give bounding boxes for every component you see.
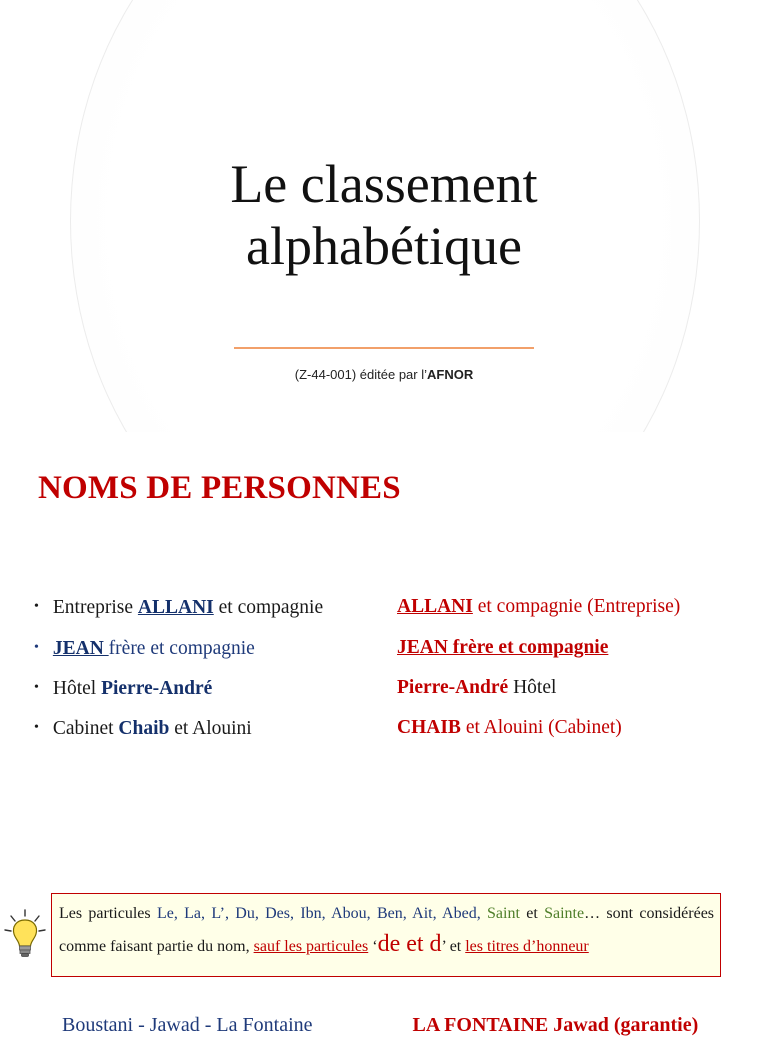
note-quote-close: ’ et [441, 938, 466, 955]
sorted-name: CHAIB [397, 717, 461, 738]
note-sauf: sauf les particules [253, 938, 369, 955]
example-right-4 [397, 716, 622, 740]
example-name: JEAN [52, 638, 109, 659]
title-divider [234, 347, 534, 349]
note-sainte: Sainte [544, 905, 585, 922]
sorted-name: Pierre-André [397, 677, 509, 698]
bullet: • [34, 599, 39, 614]
sorted-post: Hôtel [508, 677, 557, 698]
example-name: ALLANI [137, 597, 214, 618]
example-right-3 [397, 676, 556, 700]
example-name: Pierre-André [101, 678, 213, 699]
example-left-4 [34, 716, 252, 741]
example-left-1 [34, 595, 323, 620]
example-right-2 [397, 636, 608, 660]
note-et: et [519, 905, 545, 922]
example-post: frère et compagnie [108, 638, 255, 659]
example-name: Chaib [118, 718, 170, 739]
title-slide [0, 0, 768, 432]
example-left-3 [34, 676, 212, 701]
note-particles: Le, La, L’, Du, Des, Ibn, Abou, Ben, Ait, Abed, [156, 905, 488, 922]
example-right-1 [397, 595, 680, 619]
note-text-2: … sont considérées comme faisant partie du nom, [59, 905, 715, 955]
example-post: et Alouini [169, 718, 252, 739]
note-titres: les titres d’honneur [465, 938, 589, 955]
note-quote-open: ‘ [368, 938, 378, 955]
title-line-1: Le classement [230, 154, 538, 214]
lightbulb-icon [2, 906, 48, 966]
bullet: • [34, 640, 39, 655]
example-post: et compagnie [213, 597, 324, 618]
example-pre: Cabinet [48, 718, 119, 739]
subtitle [0, 367, 768, 382]
example-left-2 [34, 636, 255, 661]
bullet: • [34, 720, 39, 735]
sorted-name: ALLANI [397, 596, 473, 617]
subtitle-afnor: AFNOR [427, 367, 474, 382]
title-line-2: alphabétique [246, 216, 522, 276]
note-saint: Saint [487, 905, 520, 922]
bottom-left-text: Boustani - Jawad - La Fontaine [62, 1014, 313, 1036]
sorted-name: JEAN frère et compagnie [397, 637, 609, 658]
section-heading: NOMS DE PERSONNES [38, 470, 401, 506]
sorted-post: et compagnie (Entreprise) [472, 596, 681, 617]
note-de-et-d: de et d [377, 931, 442, 957]
bottom-right-text: LA FONTAINE Jawad (garantie) [412, 1014, 699, 1036]
sorted-post: et Alouini (Cabinet) [460, 717, 622, 738]
subtitle-text: (Z-44-001) éditée par l’ [294, 367, 427, 382]
example-pre: Hôtel [48, 678, 102, 699]
bullet: • [34, 680, 39, 695]
particles-note-box [51, 893, 721, 977]
note-text: Les particules [59, 905, 157, 922]
example-pre: Entreprise [48, 597, 138, 618]
bottom-example-line [62, 1014, 698, 1037]
